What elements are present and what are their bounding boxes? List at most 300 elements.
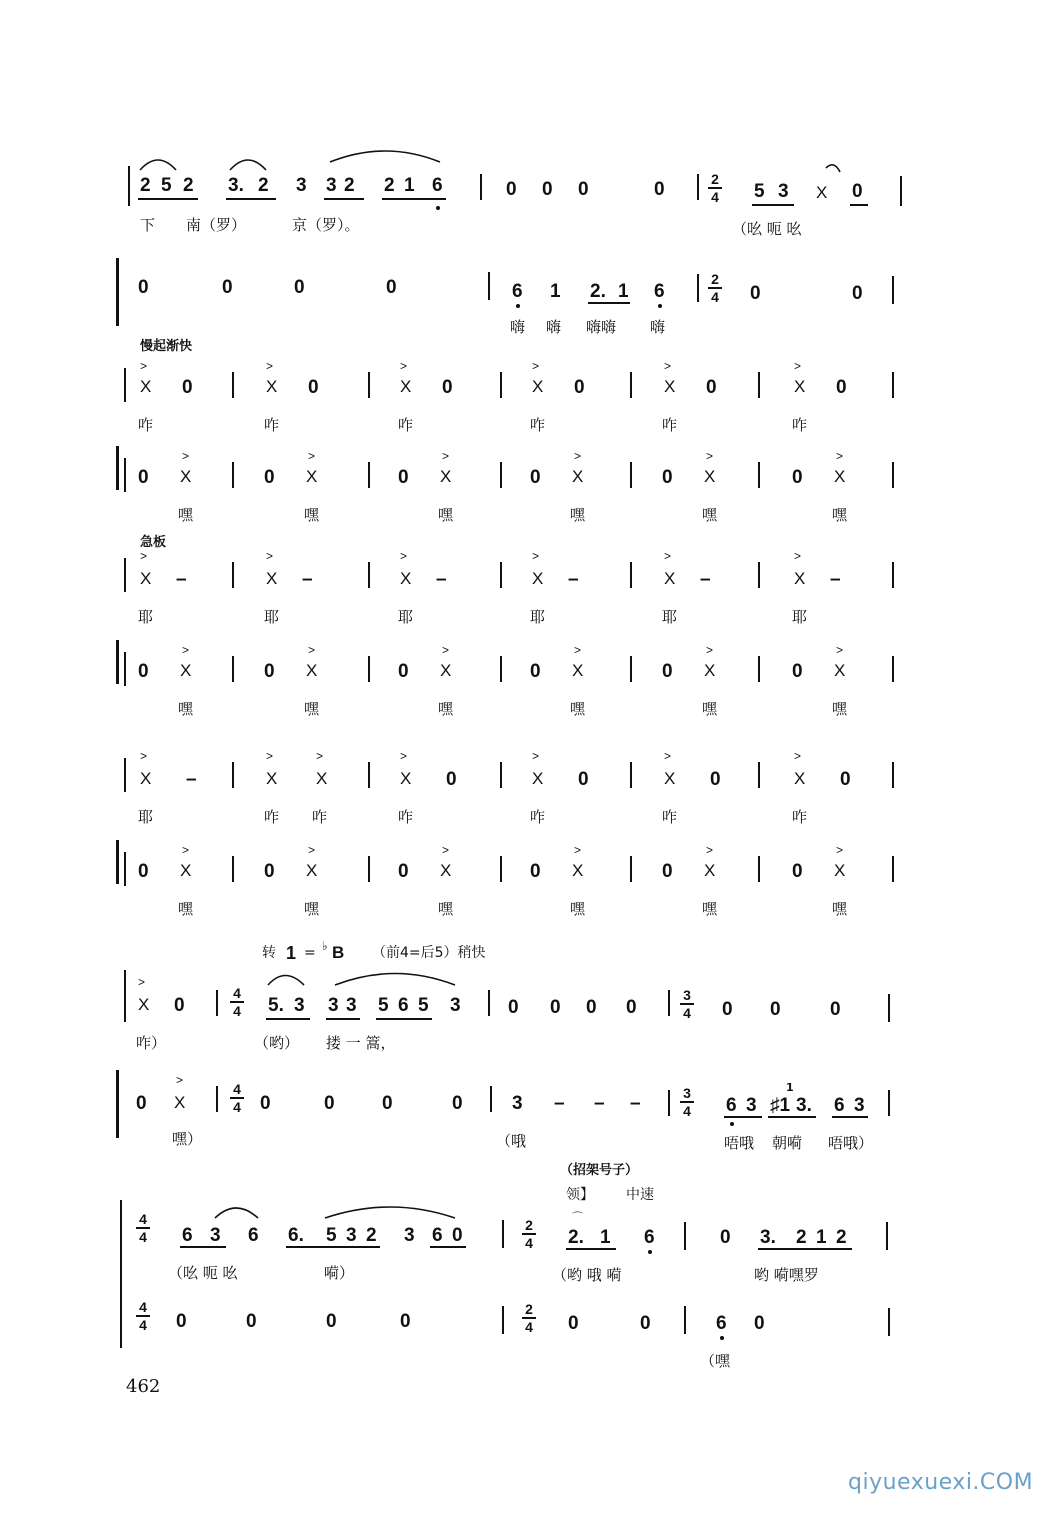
note: 2	[344, 175, 355, 196]
note: 0	[654, 179, 665, 200]
note: 6	[512, 281, 523, 302]
barline	[892, 856, 894, 882]
lyric: 耶	[662, 608, 678, 626]
barline	[500, 462, 502, 488]
dash: –	[830, 569, 841, 590]
note: 0	[792, 861, 803, 882]
note: 5.	[268, 995, 284, 1016]
lyric: 搂 一 篙，	[326, 1034, 396, 1052]
accent: >	[574, 449, 582, 463]
lyric: 嘿	[570, 506, 586, 524]
section-title: （招架号子）	[560, 1163, 639, 1178]
note-x: X	[138, 995, 150, 1014]
barline	[368, 762, 370, 788]
barline	[758, 762, 760, 788]
barline	[697, 274, 699, 302]
barline	[630, 762, 632, 788]
lyric: 嗨	[510, 318, 526, 336]
low-dot	[658, 304, 662, 308]
accent: >	[266, 749, 274, 763]
barline	[368, 656, 370, 682]
note: 0	[662, 861, 673, 882]
note: 0	[264, 467, 275, 488]
note: 2	[258, 175, 269, 196]
lyric: 耶	[138, 608, 154, 626]
time-signature: 4 4	[136, 1212, 150, 1244]
accent: >	[182, 843, 190, 857]
accent: >	[794, 749, 802, 763]
note: 2	[140, 175, 151, 196]
lyric: 嘿	[570, 900, 586, 918]
lyric: 咋	[792, 808, 808, 826]
note: 3	[326, 175, 337, 196]
note: 0	[706, 377, 717, 398]
lyric: 嘿	[832, 506, 848, 524]
low-dot	[436, 206, 440, 210]
barline	[892, 656, 894, 682]
note: 0	[386, 277, 397, 298]
accent: >	[532, 549, 540, 563]
barline	[216, 1086, 218, 1112]
note: 0	[852, 181, 863, 202]
note: 6	[182, 1225, 193, 1246]
dash: –	[554, 1093, 565, 1114]
accent: >	[442, 843, 450, 857]
barline	[892, 462, 894, 488]
note-x: X	[664, 769, 676, 788]
note: 0	[324, 1093, 335, 1114]
note-x: X	[140, 569, 152, 588]
barline	[500, 656, 502, 682]
beam	[138, 198, 198, 200]
accent: >	[140, 749, 148, 763]
barline	[630, 462, 632, 488]
note: 0	[294, 277, 305, 298]
note-x: X	[400, 569, 412, 588]
note-x: X	[180, 467, 192, 486]
dash: –	[186, 769, 197, 790]
barline	[630, 372, 632, 398]
lyric: 耶	[398, 608, 414, 626]
lyric: 南（罗）	[186, 216, 247, 234]
lyric: 嘿	[178, 506, 194, 524]
note: 0	[138, 277, 149, 298]
accent: >	[442, 643, 450, 657]
barline	[892, 562, 894, 588]
beam	[326, 1018, 360, 1020]
note-x: X	[664, 377, 676, 396]
accent: >	[532, 359, 540, 373]
note-x: X	[834, 467, 846, 486]
low-dot	[516, 304, 520, 308]
barline	[232, 562, 234, 588]
note: 1	[550, 281, 561, 302]
grace-note: 1	[786, 1081, 794, 1094]
low-dot	[720, 1336, 724, 1340]
note-x: X	[174, 1093, 186, 1112]
barline	[216, 990, 218, 1016]
note: 5	[161, 175, 172, 196]
note: 0	[852, 283, 863, 304]
note: 0	[398, 661, 409, 682]
lead-marking: 领】	[566, 1187, 594, 1203]
note-x: X	[572, 861, 584, 880]
system-brace	[116, 258, 119, 326]
note: 0	[222, 277, 233, 298]
beam	[324, 198, 364, 200]
note: 3	[778, 181, 789, 202]
lyric: 耶	[792, 608, 808, 626]
note: 0	[568, 1313, 579, 1334]
lyric: 耶	[138, 808, 154, 826]
barline	[500, 562, 502, 588]
note: 3	[854, 1095, 865, 1116]
note: 6	[398, 995, 409, 1016]
note: 0	[578, 179, 589, 200]
note: 0	[182, 377, 193, 398]
note: 0	[720, 1227, 731, 1248]
accent: >	[794, 549, 802, 563]
lyric: （吆 呃 吆	[168, 1264, 238, 1282]
accent: >	[400, 749, 408, 763]
barline	[888, 1308, 890, 1336]
accent: >	[664, 549, 672, 563]
barline	[886, 1222, 888, 1250]
note-x: X	[140, 377, 152, 396]
note: 0	[136, 1093, 147, 1114]
note: 0	[530, 467, 541, 488]
note-x: X	[180, 661, 192, 680]
tempo-marking: 急板	[140, 535, 167, 550]
lyric: 咋	[662, 808, 678, 826]
key-letter: B	[332, 943, 345, 962]
accent: >	[794, 359, 802, 373]
accent: >	[664, 359, 672, 373]
barline	[124, 652, 126, 686]
barline	[500, 762, 502, 788]
lyric: 唔哦）	[828, 1134, 874, 1152]
accent: >	[706, 449, 714, 463]
note-x: X	[794, 377, 806, 396]
note-x: X	[316, 769, 328, 788]
lyric: 咋	[530, 416, 546, 434]
time-signature: 4 4	[136, 1300, 150, 1332]
note: 0	[452, 1225, 463, 1246]
note-x: X	[266, 377, 278, 396]
note: 3	[296, 175, 307, 196]
barline	[232, 656, 234, 682]
note: 0	[840, 769, 851, 790]
accent: >	[308, 643, 316, 657]
note: ♯1	[770, 1095, 791, 1116]
note: 2	[836, 1227, 847, 1248]
note-x: X	[664, 569, 676, 588]
lyric: （哟 哦 嗬	[552, 1266, 622, 1284]
accent: >	[400, 549, 408, 563]
time-signature: 2 4	[708, 272, 722, 304]
note: 0	[326, 1311, 337, 1332]
lyric: 嘿	[832, 700, 848, 718]
note: 0	[792, 661, 803, 682]
note: 0	[662, 661, 673, 682]
barline	[630, 856, 632, 882]
note: 3	[294, 995, 305, 1016]
lyric: 嘿	[178, 700, 194, 718]
lyric: 朝嗬	[772, 1134, 803, 1152]
beam	[566, 1248, 616, 1250]
beam	[430, 1246, 466, 1248]
accent: >	[442, 449, 450, 463]
barline	[502, 1306, 504, 1334]
note-x: X	[532, 569, 544, 588]
lyric: 嗨	[650, 318, 666, 336]
note: 0	[174, 995, 185, 1016]
note: 0	[260, 1093, 271, 1114]
barline	[124, 852, 126, 886]
note: 0	[530, 861, 541, 882]
time-signature: 4 4	[230, 1082, 244, 1114]
note: 0	[138, 467, 149, 488]
note: 0	[398, 861, 409, 882]
note-x: X	[532, 769, 544, 788]
note: 0	[574, 377, 585, 398]
fermata: ⌒	[572, 1211, 583, 1224]
beam	[376, 1018, 432, 1020]
note: 0	[792, 467, 803, 488]
lyric: 嘿	[178, 900, 194, 918]
note: 6.	[288, 1225, 304, 1246]
lyric: 下	[140, 216, 156, 234]
note: 0	[246, 1311, 257, 1332]
accent: >	[664, 749, 672, 763]
modulation-label: 转	[262, 945, 276, 961]
accent: >	[182, 643, 190, 657]
accent: >	[400, 359, 408, 373]
note: 6	[432, 1225, 443, 1246]
tempo-marking: 中速	[626, 1187, 654, 1203]
note: 5	[378, 995, 389, 1016]
barline	[488, 272, 490, 300]
accent: >	[836, 843, 844, 857]
note-x: X	[704, 661, 716, 680]
accent: >	[176, 1073, 184, 1087]
barline	[758, 856, 760, 882]
note: 3	[210, 1225, 221, 1246]
system-brace	[120, 1200, 122, 1348]
lyric: 嗨	[546, 318, 562, 336]
note-x: X	[400, 377, 412, 396]
lyric: 嘿	[702, 506, 718, 524]
note-x: X	[306, 467, 318, 486]
note-x: X	[834, 661, 846, 680]
note-x: X	[704, 861, 716, 880]
barline	[668, 990, 670, 1016]
lyric: 咋	[530, 808, 546, 826]
dash: –	[302, 569, 313, 590]
note: 0	[138, 861, 149, 882]
dash: –	[700, 569, 711, 590]
note: 0	[550, 997, 561, 1018]
note: 6	[248, 1225, 259, 1246]
lyric: 咋）	[136, 1034, 167, 1052]
dash: –	[176, 569, 187, 590]
note: 0	[542, 179, 553, 200]
barline	[500, 856, 502, 882]
note: 0	[138, 661, 149, 682]
barline	[758, 462, 760, 488]
barline	[232, 856, 234, 882]
note: 0	[836, 377, 847, 398]
lyric: 咋	[398, 808, 414, 826]
note: 0	[710, 769, 721, 790]
note-x: X	[440, 861, 452, 880]
note-x: X	[266, 569, 278, 588]
accent: >	[532, 749, 540, 763]
beam	[180, 1246, 226, 1248]
barline	[888, 1090, 890, 1116]
note: 2	[183, 175, 194, 196]
note-x: X	[440, 467, 452, 486]
accent: >	[140, 549, 148, 563]
low-dot	[730, 1122, 734, 1126]
barline	[668, 1090, 670, 1116]
note-x: X	[816, 183, 828, 202]
note: 6	[432, 175, 443, 196]
lyric: （吆 呃 吆	[732, 220, 802, 238]
barline	[124, 970, 126, 1022]
accent: >	[316, 749, 324, 763]
note: 6	[834, 1095, 845, 1116]
barline	[232, 762, 234, 788]
accent: >	[138, 975, 146, 989]
note: 3	[346, 995, 357, 1016]
barline	[124, 458, 126, 492]
lyric: 咋	[792, 416, 808, 434]
note: 6	[716, 1313, 727, 1334]
barline	[758, 562, 760, 588]
barline	[232, 372, 234, 398]
lyric: 嘿	[570, 700, 586, 718]
beam	[382, 198, 446, 200]
note: 1	[600, 1227, 611, 1248]
note-x: X	[794, 769, 806, 788]
note-x: X	[400, 769, 412, 788]
page-number: 462	[126, 1376, 161, 1397]
note: 0	[176, 1311, 187, 1332]
note: 3	[328, 995, 339, 1016]
note: 5	[418, 995, 429, 1016]
lyric: 嘿	[832, 900, 848, 918]
low-dot	[648, 1250, 652, 1254]
lyric: （哦	[496, 1132, 527, 1150]
lyric: 耶	[264, 608, 280, 626]
barline	[124, 368, 126, 402]
barline	[684, 1306, 686, 1334]
note-x: X	[440, 661, 452, 680]
note: 0	[770, 999, 781, 1020]
barline	[697, 174, 699, 200]
beam	[226, 198, 276, 200]
note: 0	[452, 1093, 463, 1114]
lyric: （哟）	[254, 1034, 300, 1052]
dash: –	[436, 569, 447, 590]
note: 0	[398, 467, 409, 488]
note: 2.	[590, 281, 606, 302]
note: 0	[626, 997, 637, 1018]
note: 3	[346, 1225, 357, 1246]
note-x: X	[306, 661, 318, 680]
barline	[502, 1220, 504, 1248]
lyric: 哟 嗬嘿罗	[754, 1266, 819, 1284]
note: 2.	[568, 1227, 584, 1248]
accent: >	[574, 843, 582, 857]
note: 5	[326, 1225, 337, 1246]
barline	[368, 462, 370, 488]
accent: >	[182, 449, 190, 463]
note-x: X	[704, 467, 716, 486]
note: 0	[640, 1313, 651, 1334]
accent: >	[266, 359, 274, 373]
note: 2	[384, 175, 395, 196]
time-signature: 4 4	[230, 986, 244, 1018]
barline	[368, 856, 370, 882]
lyric: 唔哦	[724, 1134, 755, 1152]
barline	[124, 758, 126, 792]
accent: >	[574, 643, 582, 657]
note: 3	[404, 1225, 415, 1246]
accent: >	[140, 359, 148, 373]
tempo-marking: 慢起渐快	[140, 339, 193, 354]
beam	[758, 1248, 852, 1250]
beam	[832, 1116, 868, 1118]
beam	[724, 1116, 762, 1118]
lyric: 嘿	[304, 700, 320, 718]
lyric: 京（罗）。	[292, 216, 360, 234]
lyric: 咋	[138, 416, 154, 434]
note: 0	[506, 179, 517, 200]
barline	[368, 562, 370, 588]
note-x: X	[140, 769, 152, 788]
note: 0	[446, 769, 457, 790]
note: 3.	[228, 175, 244, 196]
lyric: （嘿	[700, 1352, 731, 1370]
lyric: 咋	[264, 416, 280, 434]
barline	[480, 174, 482, 200]
key-number: 1	[286, 943, 297, 963]
lyric: 咋	[398, 416, 414, 434]
barline	[232, 462, 234, 488]
accent: >	[836, 449, 844, 463]
barline	[758, 656, 760, 682]
note: 6	[644, 1227, 655, 1248]
note: 0	[578, 769, 589, 790]
note: 0	[750, 283, 761, 304]
accent: >	[706, 643, 714, 657]
lyric: 嘿	[304, 900, 320, 918]
barline	[892, 372, 894, 398]
note: 3.	[760, 1227, 776, 1248]
lyric: 咋	[264, 808, 280, 826]
time-signature: 2 4	[522, 1302, 536, 1334]
beam	[850, 204, 868, 206]
note-x: X	[794, 569, 806, 588]
system-brace	[116, 840, 119, 884]
accent: >	[836, 643, 844, 657]
note: 2	[366, 1225, 377, 1246]
note: 6	[654, 281, 665, 302]
note: 0	[308, 377, 319, 398]
note: 3	[746, 1095, 757, 1116]
